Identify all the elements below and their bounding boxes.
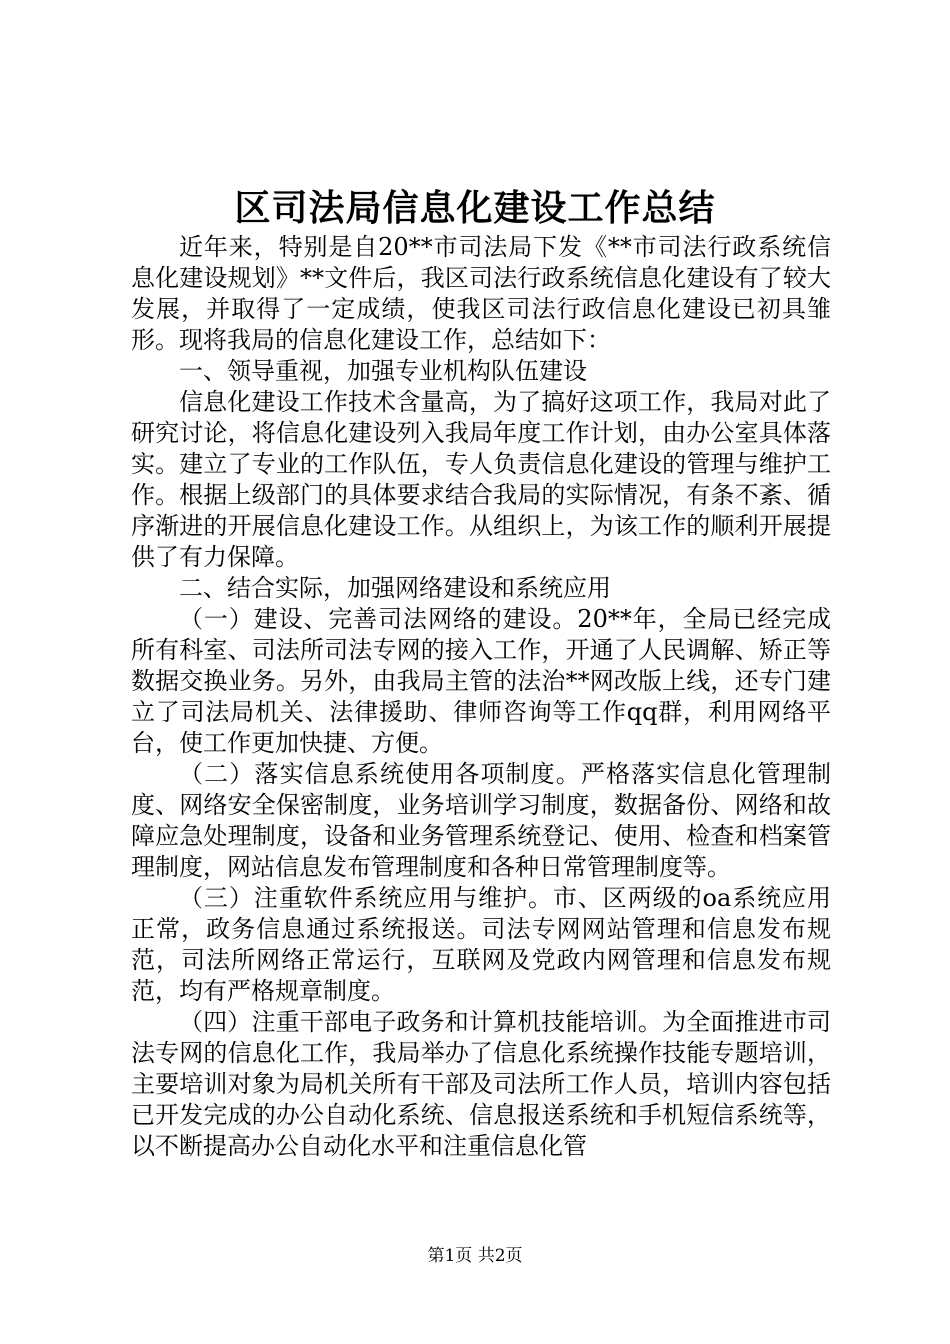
document-title: 区司法局信息化建设工作总结 <box>234 187 716 229</box>
section-heading-2: 二、结合实际，加强网络建设和系统应用 <box>179 574 611 602</box>
page-number-footer: 第1页 共2页 <box>427 1246 523 1266</box>
section-heading-1: 一、领导重视，加强专业机构队伍建设 <box>179 357 587 385</box>
section-1-paragraph: 信息化建设工作技术含量高，为了搞好这项工作，我局对此了研究讨论，将信息化建设列入我局年度工作计划，由办公室具体落实。建立了专业的工作队伍，专人负责信息化建设的管理与维护工作。根据上级部门的具体要求结合我局的实际情况，有条不紊、循序渐进的开展信息化建设工作。从组织上，为该工作的顺利开展提供了有力保障。 <box>131 388 831 571</box>
subsection-4-paragraph: （四）注重干部电子政务和计算机技能培训。为全面推进市司法专网的信息化工作，我局举办了信息化系统操作技能专题培训，主要培训对象为局机关所有干部及司法所工作人员，培训内容包括已开发完成的办公自动化系统、信息报送系统和手机短信系统等，以不断提高办公自动化水平和注重信息化管 <box>131 1008 831 1160</box>
document-body <box>131 232 831 1162</box>
subsection-2-paragraph: （二）落实信息系统使用各项制度。严格落实信息化管理制度、网络安全保密制度，业务培训学习制度，数据备份、网络和故障应急处理制度，设备和业务管理系统登记、使用、检查和档案管理制度，网站信息发布管理制度和各种日常管理制度等。 <box>131 760 831 881</box>
intro-paragraph: 近年来，特别是自20**市司法局下发《**市司法行政系统信息化建设规划》**文件后，我区司法行政系统信息化建设有了较大发展，并取得了一定成绩，使我区司法行政信息化建设已初具雏形。现将我局的信息化建设工作，总结如下： <box>131 233 831 354</box>
subsection-3-paragraph: （三）注重软件系统应用与维护。市、区两级的oa系统应用正常，政务信息通过系统报送。司法专网网站管理和信息发布规范，司法所网络正常运行，互联网及党政内网管理和信息发布规范，均有严格规章制度。 <box>131 884 831 1005</box>
subsection-1-paragraph: （一）建设、完善司法网络的建设。20**年，全局已经完成所有科室、司法所司法专网的接入工作，开通了人民调解、矫正等数据交换业务。另外，由我局主管的法治**网改版上线，还专门建立了司法局机关、法律援助、律师咨询等工作qq群，利用网络平台，使工作更加快捷、方便。 <box>131 605 831 757</box>
